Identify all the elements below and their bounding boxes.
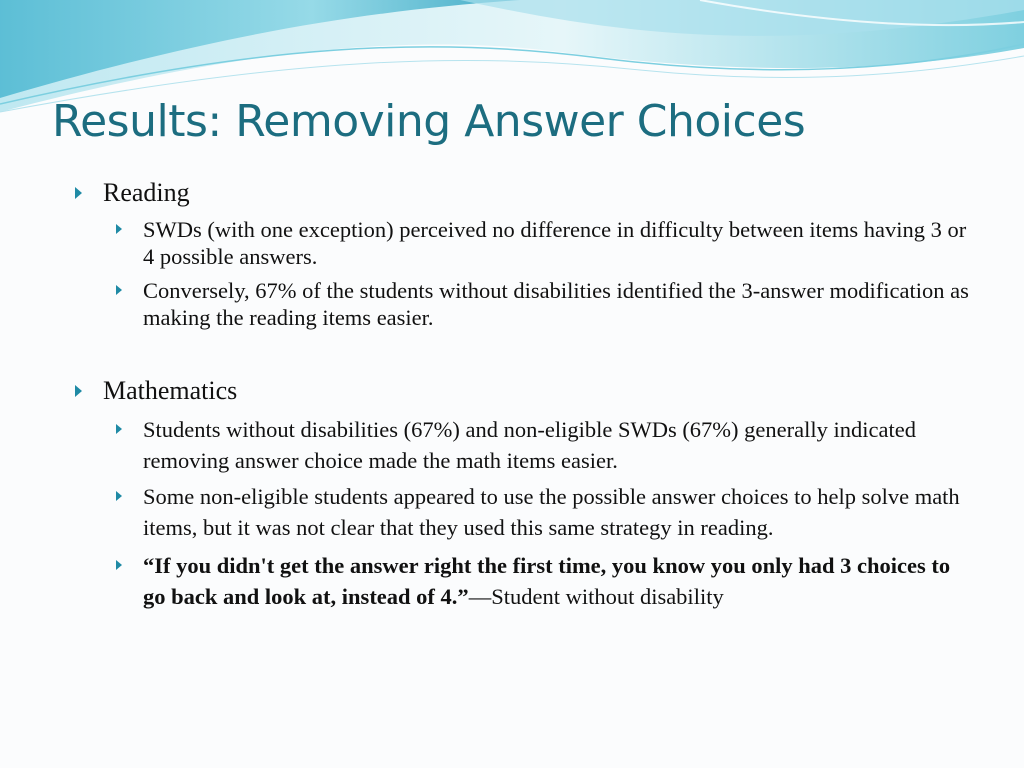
- list-item-text: Students without disabilities (67%) and non-eligible SWDs (67%) generally indicated removing answer choice made the math items easier.: [143, 417, 916, 473]
- section-heading-label: Mathematics: [103, 376, 238, 405]
- triangle-bullet-icon: [116, 560, 122, 570]
- list-item: [115, 481, 974, 543]
- section-heading-label: Reading: [103, 178, 190, 207]
- list-item: [115, 277, 974, 331]
- section-heading-mathematics: [74, 374, 974, 408]
- triangle-bullet-icon: [116, 491, 122, 501]
- triangle-bullet-icon: [116, 224, 122, 234]
- quote-attribution: —Student without disability: [468, 584, 724, 609]
- list-item-text: Some non-eligible students appeared to use the possible answer choices to help solve math items, but it was not clear that they used this same strategy in reading.: [143, 484, 960, 540]
- section-heading-reading: [74, 176, 974, 210]
- triangle-bullet-icon: [75, 187, 82, 199]
- list-item: [115, 414, 974, 476]
- slide-content: [74, 176, 974, 612]
- triangle-bullet-icon: [116, 424, 122, 434]
- list-item-text: SWDs (with one exception) perceived no difference in difficulty between items having 3 or 4 possible answers.: [143, 217, 967, 269]
- list-item: [115, 216, 974, 270]
- list-item-quote: [115, 550, 974, 612]
- slide-title: Results: Removing Answer Choices: [52, 96, 806, 147]
- list-item-text: Conversely, 67% of the students without disabilities identified the 3-answer modification as making the reading items easier.: [143, 278, 969, 330]
- triangle-bullet-icon: [116, 285, 122, 295]
- student-quote: “If you didn't get the answer right the first time, you know you only had 3 choices to go back and look at, instead of 4.”: [143, 553, 951, 609]
- triangle-bullet-icon: [75, 385, 82, 397]
